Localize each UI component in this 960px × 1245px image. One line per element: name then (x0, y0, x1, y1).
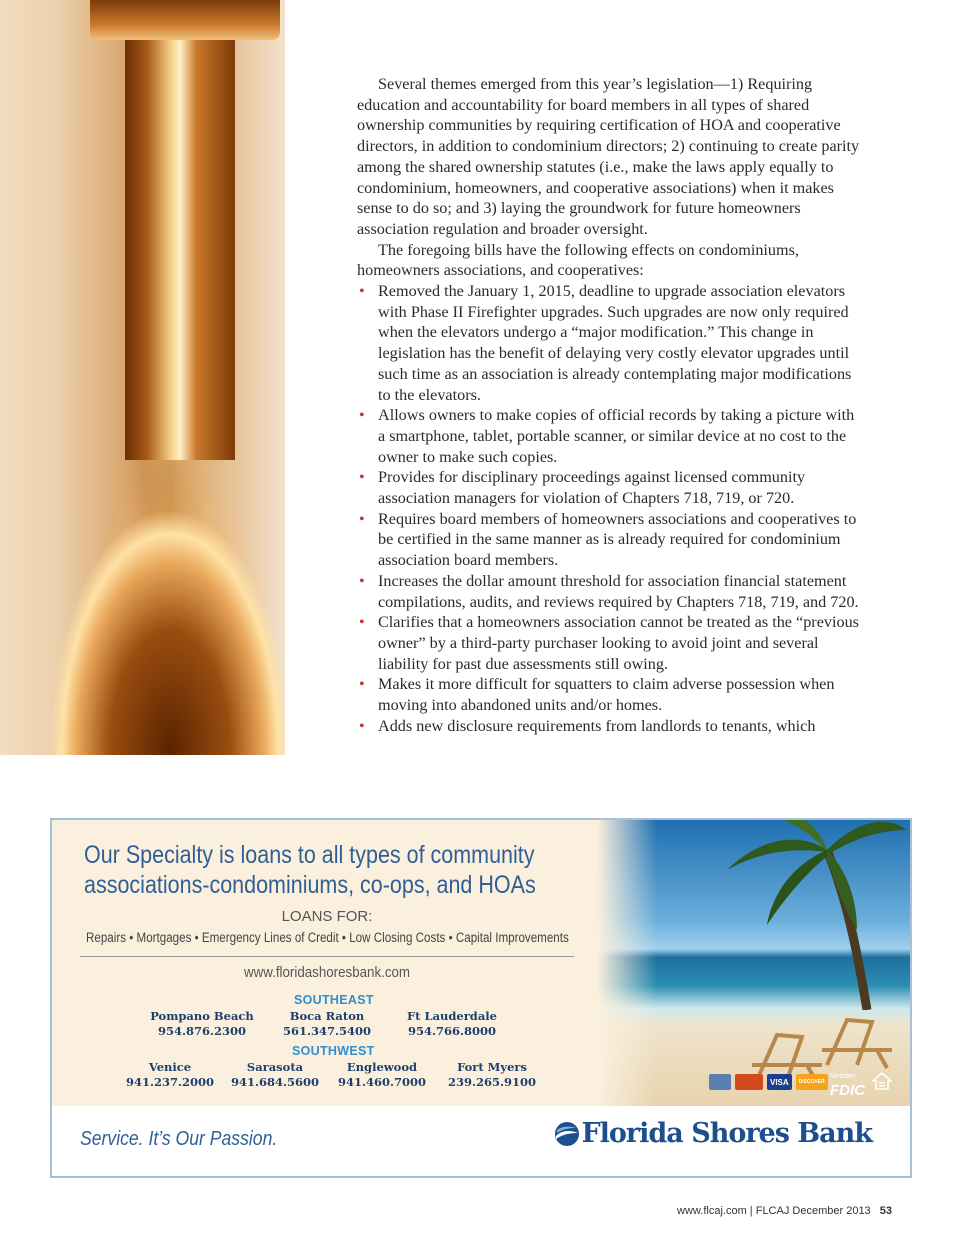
page-footer (677, 1205, 892, 1217)
list-item (357, 405, 865, 467)
list-item (357, 281, 865, 405)
list-item-text: Adds new disclosure requirements from landlords to tenants, which (378, 716, 816, 735)
bullet-icon: • (359, 716, 365, 735)
bank-logo (554, 1118, 873, 1149)
column-capital (90, 0, 280, 40)
branch-sarasota: Sarasota 941.684.5600 (230, 1060, 320, 1089)
list-item (357, 716, 865, 737)
list-item-text: Increases the dollar amount threshold for association financial statement compilations, audits, and reviews required by Chapters 718, 719, and 720. (378, 571, 859, 611)
bullet-icon: • (359, 468, 365, 487)
branch-venice: Venice 941.237.2000 (125, 1060, 215, 1089)
branch-boca-raton: Boca Raton 561.347.5400 (282, 1009, 372, 1038)
bank-url: www.floridashoresbank.com (243, 965, 411, 981)
ad-footer (52, 1106, 910, 1176)
mastercard-icon (735, 1074, 763, 1090)
footer-separator: | (749, 1205, 753, 1217)
branch-englewood: Englewood 941.460.7000 (337, 1060, 427, 1089)
bullet-icon: • (359, 282, 365, 301)
bank-globe-icon (554, 1121, 580, 1147)
bullet-icon: • (359, 509, 365, 528)
paragraph: The foregoing bills have the following effects on condominiums, homeowners associations, and cooperatives: (357, 240, 799, 280)
region-southeast: SOUTHEAST (294, 993, 374, 1007)
list-item-text: Allows owners to make copies of official records by taking a picture with a smartphone, tablet, portable scanner, or similar device at no cost to the owner to make such copies. (378, 406, 855, 466)
article-body (357, 74, 865, 737)
list-item (357, 509, 865, 571)
footer-date: December 2013 (792, 1205, 871, 1217)
list-item-text: Provides for disciplinary proceedings against licensed community association managers for violation of Chapters 718, 719, or 720. (378, 468, 806, 508)
list-item-text: Removed the January 1, 2015, deadline to upgrade association elevators with Phase II Firefighter upgrades. Such upgrades are now only required when the elevators undergo a “major modification.” This change in legislation has the benefit of delaying very costly elevator upgrades until such time as an association is already contemplating major modifications to the elevators. (378, 282, 852, 404)
list-item (357, 571, 865, 612)
divider (80, 956, 574, 957)
card-logos (709, 1074, 828, 1092)
loans-for-label: LOANS FOR: (281, 908, 373, 925)
list-item (357, 467, 865, 508)
bullet-list (357, 281, 865, 736)
amex-card-icon (709, 1074, 731, 1090)
equal-housing-icon (872, 1072, 892, 1090)
palm-tree-icon (717, 818, 907, 1010)
column-stem (125, 40, 235, 460)
list-item (357, 674, 865, 715)
list-item-text: Clarifies that a homeowners association cannot be treated as the “previous owner” by a third-party purchaser looking to avoid joint and several liability for past due assessments still owing. (378, 613, 859, 673)
column-base (20, 420, 285, 755)
beach-chair-icon (817, 1010, 897, 1070)
brass-column-photo (0, 0, 285, 755)
ad-headline: Our Specialty is loans to all types of community associations-condominiums, co-ops, and HOAs (84, 841, 536, 899)
list-item-text: Makes it more difficult for squatters to claim adverse possession when moving into abandoned units and/or homes. (378, 675, 835, 715)
paragraph: Several themes emerged from this year’s legislation—1) Requiring education and accountability for board members in all types of shared ownership communities by requiring certification of HOA and cooperative directors, in addition to condominium directors; 2) continuing to create parity among the shared ownership statutes (i.e., make the laws apply equally to condominium, homeowners, and cooperative associations) when it makes sense to do so; and 3) laying the groundwork for future homeowners association regulation and broader oversight. (357, 75, 860, 238)
branch-ft-lauderdale: Ft Lauderdale 954.766.8000 (407, 1009, 497, 1038)
footer-publication: FLCAJ (755, 1205, 790, 1217)
bank-advertisement (50, 818, 912, 1178)
bullet-icon: • (359, 406, 365, 425)
fdic-badge: Member FDIC (830, 1073, 865, 1099)
branch-fort-myers: Fort Myers 239.265.9100 (447, 1060, 537, 1089)
services-list: Repairs • Mortgages • Emergency Lines of Credit • Low Closing Costs • Capital Improvements (86, 930, 569, 945)
bullet-icon: • (359, 675, 365, 694)
discover-card-icon: DISCOVER (796, 1074, 828, 1090)
bank-name: Florida Shores Bank (581, 1118, 872, 1149)
beach-photo (597, 820, 910, 1106)
branch-pompano-beach: Pompano Beach 954.876.2300 (150, 1009, 254, 1038)
bullet-icon: • (359, 571, 365, 590)
region-southwest: SOUTHWEST (292, 1044, 375, 1058)
bullet-icon: • (359, 613, 365, 632)
visa-card-icon: VISA (767, 1074, 792, 1090)
footer-site: www.flcaj.com (677, 1205, 747, 1217)
slogan: Service. It’s Our Passion. (80, 1128, 278, 1150)
list-item-text: Requires board members of homeowners associations and cooperatives to be certified in the same manner as is already required for condominium association board members. (378, 509, 857, 570)
list-item (357, 612, 865, 674)
page-number: 53 (879, 1205, 892, 1217)
